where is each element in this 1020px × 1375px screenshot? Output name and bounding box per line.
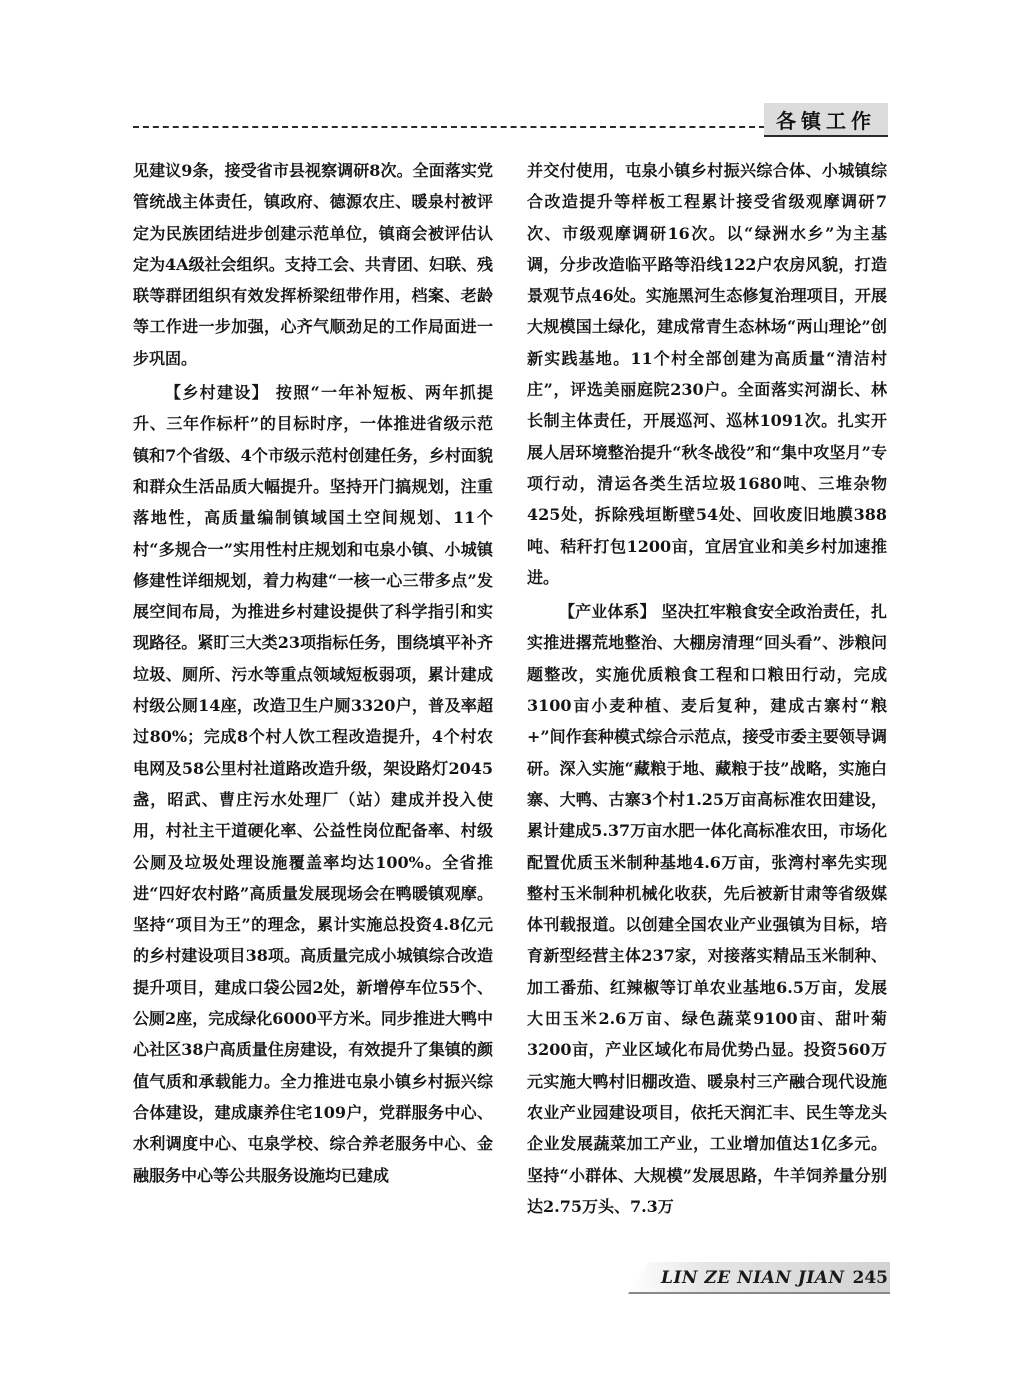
journal-name: LIN ZE NIAN JIAN xyxy=(660,1268,845,1288)
right-paragraph-2 xyxy=(527,596,887,1222)
section-title: 各镇工作 xyxy=(776,108,876,133)
industry-system-text: 坚决扛牢粮食安全政治责任，扎实推进撂荒地整治、大棚房清理“回头看”、涉粮问题整改，实施优质粮食工程和口粮田行动，完成3100亩小麦种植、麦后复种，建成古寨村“粮+”间作套种模式综合示范点，接受市委主要领导调研。深入实施“藏粮于地、藏粮于技”战略，实施白寨、大鸭、古寨3个村1.25万亩高标准农田建设，累计建成5.37万亩水肥一体化高标准农田，市场化配置优质玉米制种基地4.6万亩，张湾村率先实现整村玉米制种机械化收获，先后被新甘肃等省级媒体刊载报道。以创建全国农业产业强镇为目标，培育新型经营主体237家，对接落实精品玉米制种、加工番茄、红辣椒等订单农业基地6.5万亩，发展大田玉米2.6万亩、绿色蔬菜9100亩、甜叶菊3200亩，产业区域化布局优势凸显。投资560万元实施大鸭村旧棚改造、暖泉村三产融合现代设施农业产业园建设项目，依托天润汇丰、民生等龙头企业发展蔬菜加工产业，工业增加值达1亿多元。坚持“小群体、大规模”发展思路，牛羊饲养量分别达2.75万头、7.3万 xyxy=(527,602,887,1216)
header-dashed-rule xyxy=(133,126,765,128)
left-column xyxy=(133,155,493,1191)
page-number: 245 xyxy=(852,1268,888,1288)
page-footer xyxy=(661,1264,888,1292)
left-paragraph-2 xyxy=(133,377,493,1191)
left-paragraph-1: 见建议9条，接受省市县视察调研8次。全面落实党管统战主体责任，镇政府、德源农庄、暖泉村被评定为民族团结进步创建示范单位，镇商会被评估认定为4A级社会组织。支持工会、共青团、妇联、残联等群团组织有效发挥桥梁纽带作用，档案、老龄等工作进一步加强，心齐气顺劲足的工作局面进一步巩固。 xyxy=(133,161,493,368)
right-column xyxy=(527,155,887,1222)
rural-construction-label: 【乡村建设】 xyxy=(165,383,269,403)
rural-construction-text: 按照“一年补短板、两年抓提升、三年作标杆”的目标时序，一体推进省级示范镇和7个省级、4个市级示范村创建任务，乡村面貌和群众生活品质大幅提升。坚持开门搞规划，注重落地性，高质量编制镇域国土空间规划、11个村“多规合一”实用性村庄规划和屯泉小镇、小城镇修建性详细规划，着力构建“一核一心三带多点”发展空间布局，为推进乡村建设提供了科学指引和实现路径。紧盯三大类23项指标任务，围绕填平补齐垃圾、厕所、污水等重点领域短板弱项，累计建成村级公厕14座，改造卫生户厕3320户，普及率超过80%；完成8个村人饮工程改造提升，4个村农电网及58公里村社道路改造升级，架设路灯2045盏，昭武、曹庄污水处理厂（站）建成并投入使用，村社主干道硬化率、公益性岗位配备率、村级公厕及垃圾处理设施覆盖率均达100%。全省推进“四好农村路”高质量发展现场会在鸭暖镇观摩。坚持“项目为王”的理念，累计实施总投资4.8亿元的乡村建设项目38项。高质量完成小城镇综合改造提升项目，建成口袋公园2处，新增停车位55个、公厕2座，完成绿化6000平方米。同步推进大鸭中心社区38户高质量住房建设，有效提升了集镇的颜值气质和承载能力。全力推进屯泉小镇乡村振兴综合体建设，建成康养住宅109户，党群服务中心、水利调度中心、屯泉学校、综合养老服务中心、金融服务中心等公共服务设施均已建成 xyxy=(133,383,493,1185)
industry-system-label: 【产业体系】 xyxy=(559,602,656,622)
section-title-tab xyxy=(764,103,888,137)
right-paragraph-1: 并交付使用，屯泉小镇乡村振兴综合体、小城镇综合改造提升等样板工程累计接受省级观摩调研7次、市级观摩调研16次。以“绿洲水乡”为主基调，分步改造临平路等沿线122户农房风貌，打造景观节点46处。实施黑河生态修复治理项目，开展大规模国土绿化，建成常青生态林场“两山理论”创新实践基地。11个村全部创建为高质量“清洁村庄”，评选美丽庭院230户。全面落实河湖长、林长制主体责任，开展巡河、巡林1091次。扎实开展人居环境整治提升“秋冬战役”和“集中攻坚月”专项行动，清运各类生活垃圾1680吨、三堆杂物425处，拆除残垣断壁54处、回收废旧地膜388吨、秸秆打包1200亩，宜居宜业和美乡村加速推进。 xyxy=(527,161,887,587)
